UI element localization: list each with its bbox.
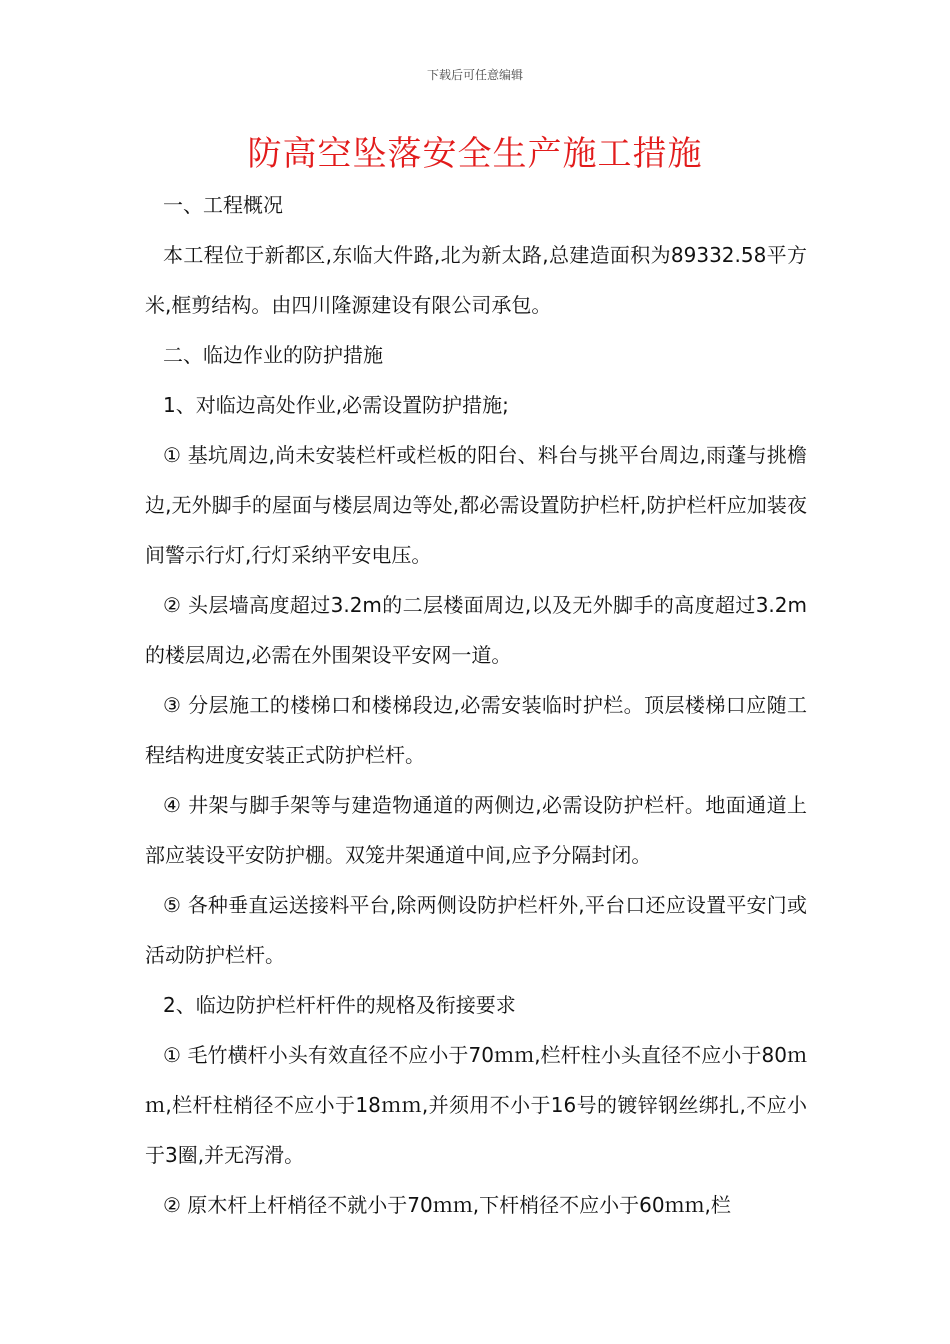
list-item: ④ 井架与脚手架等与建造物通道的两侧边,必需设防护栏杆。地面通道上部应装设平安防护棚。双笼井架通道中间,应予分隔封闭。: [145, 793, 807, 867]
header-note: 下载后可任意编辑: [426, 68, 523, 82]
document-body: [145, 180, 807, 1230]
list-item: ① 基坑周边,尚未安装栏杆或栏板的阳台、料台与挑平台周边,雨蓬与挑檐边,无外脚手的屋面与楼层周边等处,都必需设置防护栏杆,防护栏杆应加装夜间警示行灯,行灯采纳平安电压。: [145, 443, 807, 567]
paragraph: 1、对临边高处作业,必需设置防护措施;: [163, 393, 509, 417]
paragraph: 本工程位于新都区,东临大件路,北为新太路,总建造面积为89332.58平方米,框剪结构。由四川隆源建设有限公司承包。: [145, 243, 807, 317]
list-item: ② 原木杆上杆梢径不就小于70ｍｍ,下杆梢径不应小于60ｍｍ,栏: [163, 1193, 731, 1217]
section-heading: 二、临边作业的防护措施: [163, 343, 383, 367]
section-heading: 一、工程概况: [163, 193, 283, 217]
list-item: ① 毛竹横杆小头有效直径不应小于70ｍｍ,栏杆柱小头直径不应小于80ｍｍ,栏杆柱梢径不应小于18ｍｍ,并须用不小于16号的镀锌钢丝绑扎,不应小于3圈,并无泻滑。: [145, 1043, 807, 1167]
document-title: 防高空坠落安全生产施工措施: [247, 134, 703, 174]
list-item: ③ 分层施工的楼梯口和楼梯段边,必需安装临时护栏。顶层楼梯口应随工程结构进度安装正式防护栏杆。: [145, 693, 807, 767]
list-item: ② 头层墙高度超过3.2m的二层楼面周边,以及无外脚手的高度超过3.2m的楼层周边,必需在外围架设平安网一道。: [145, 593, 807, 667]
paragraph: 2、临边防护栏杆杆件的规格及衔接要求: [163, 993, 516, 1017]
list-item: ⑤ 各种垂直运送接料平台,除两侧设防护栏杆外,平台口还应设置平安门或活动防护栏杆。: [145, 893, 807, 967]
